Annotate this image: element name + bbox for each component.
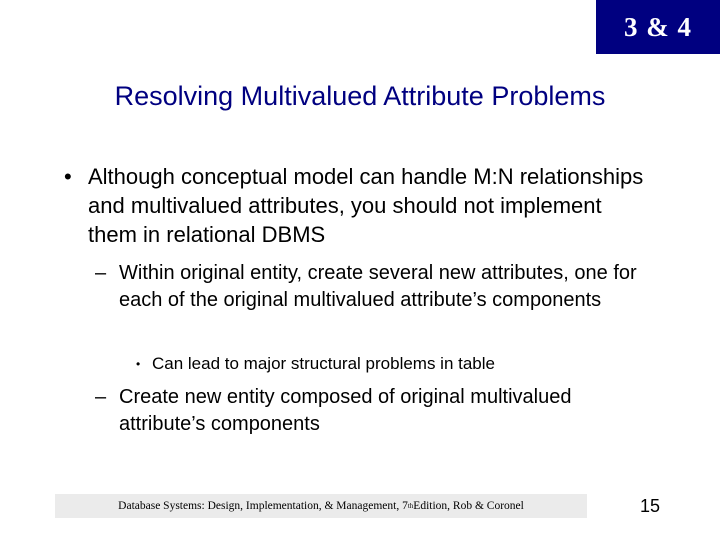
footer-citation xyxy=(55,494,587,518)
bullet-level1 xyxy=(64,162,648,249)
footer-text-after: Edition, Rob & Coronel xyxy=(413,500,524,512)
page-number: 15 xyxy=(639,496,661,516)
bullet-level2-first xyxy=(95,260,679,314)
footer-superscript: th xyxy=(407,502,414,510)
bullet-level3 xyxy=(136,352,632,376)
bullet-level2-second xyxy=(95,384,619,438)
bullet-marker: • xyxy=(136,357,141,371)
dash-marker: – xyxy=(95,386,107,408)
slide-title: Resolving Multivalued Attribute Problems xyxy=(114,81,606,111)
bullet-text: Create new entity composed of original multivalued attribute’s components xyxy=(119,386,572,435)
bullet-text: Can lead to major structural problems in table xyxy=(152,354,495,373)
bullet-text: Although conceptual model can handle M:N relationships and multivalued attributes, you should not implement them in relational DBMS xyxy=(88,164,644,247)
footer-text-before: Database Systems: Design, Implementation, & Management, 7 xyxy=(118,500,408,512)
bullet-text: Within original entity, create several new attributes, one for each of the original multivalued attribute’s components xyxy=(119,262,637,311)
dash-marker: – xyxy=(95,262,107,284)
chapter-badge: 3 & 4 xyxy=(596,0,720,54)
bullet-marker: • xyxy=(64,164,72,189)
